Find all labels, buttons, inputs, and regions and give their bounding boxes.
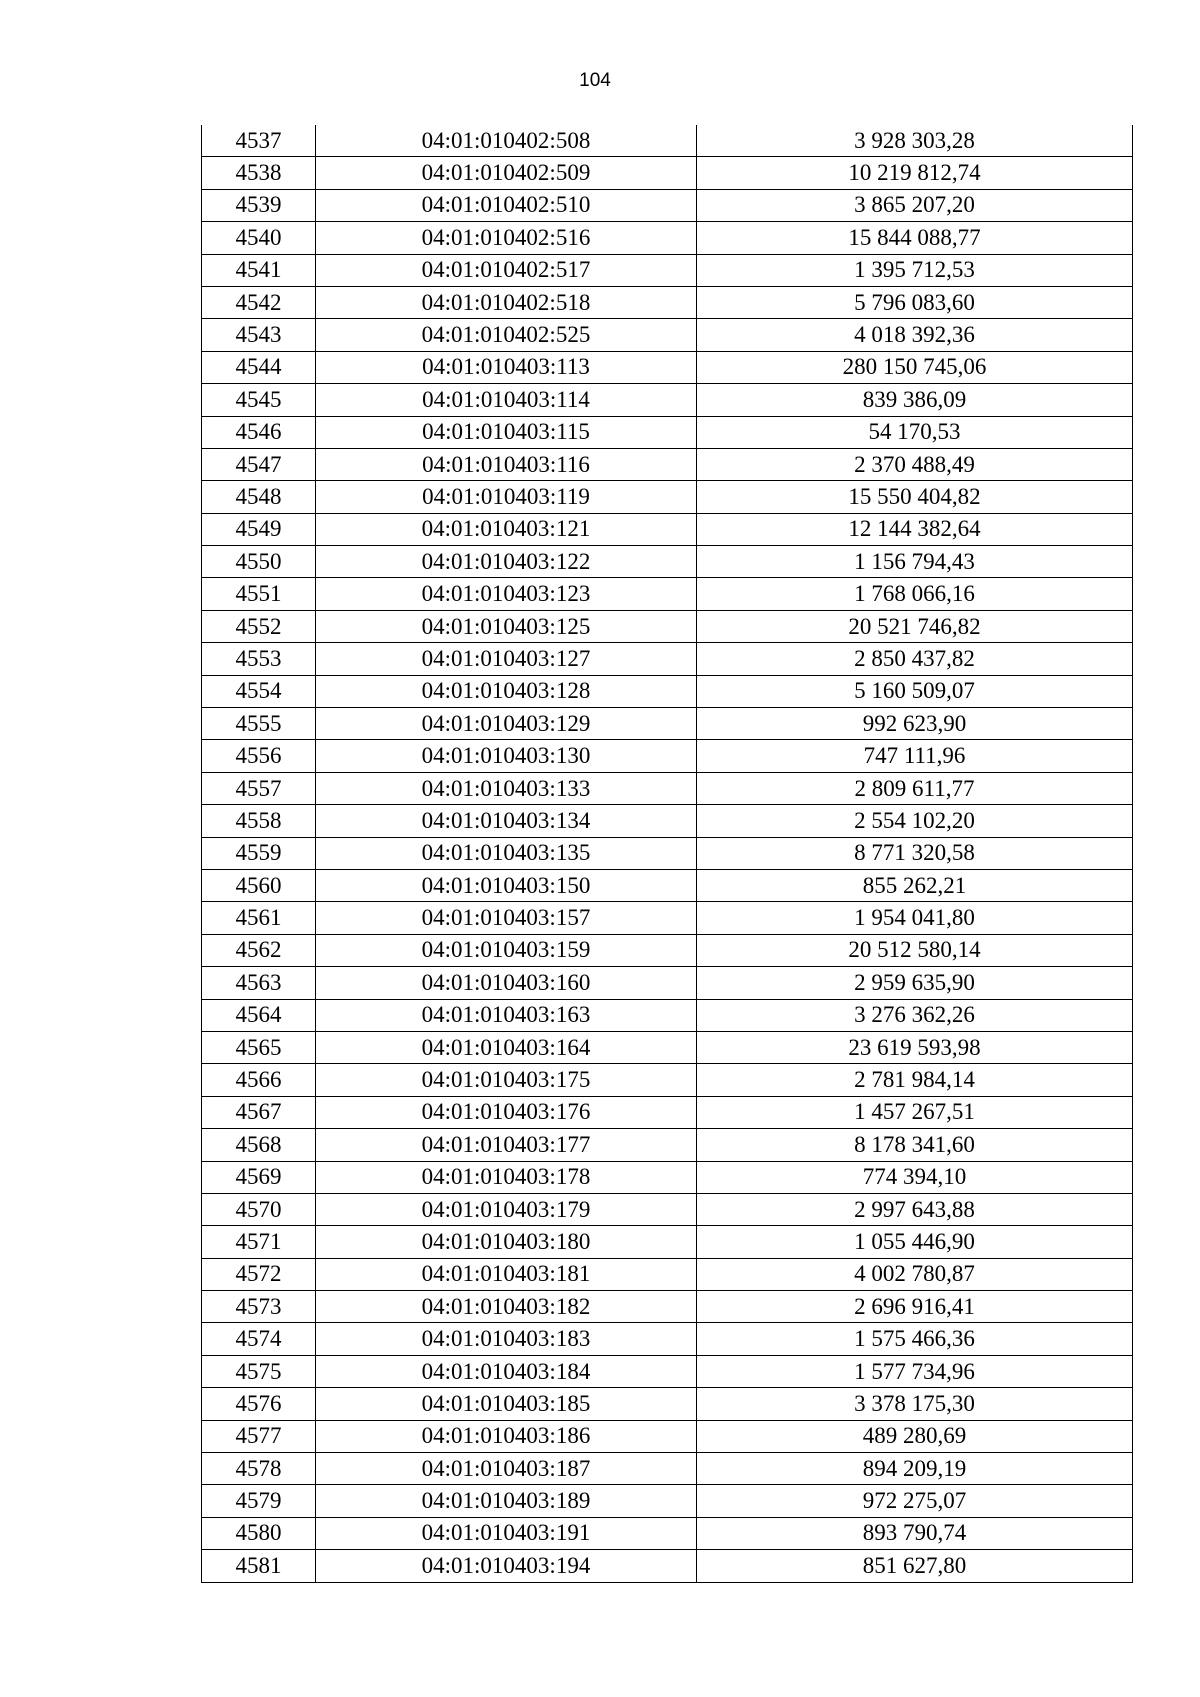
- cadastral-value-cell: 5 796 083,60: [697, 286, 1133, 318]
- row-number-cell: 4580: [202, 1517, 316, 1549]
- cadastral-number-cell: 04:01:010403:186: [316, 1420, 697, 1452]
- cadastral-number-cell: 04:01:010403:122: [316, 546, 697, 578]
- table-row: [202, 319, 1133, 351]
- table-row: [202, 1550, 1133, 1582]
- row-number-cell: 4552: [202, 610, 316, 642]
- cadastral-number-cell: 04:01:010403:129: [316, 708, 697, 740]
- cadastral-value-cell: 54 170,53: [697, 416, 1133, 448]
- row-number-cell: 4541: [202, 254, 316, 286]
- cadastral-value-cell: 851 627,80: [697, 1550, 1133, 1582]
- table-row: [202, 967, 1133, 999]
- table-row: [202, 675, 1133, 707]
- table-row: [202, 448, 1133, 480]
- row-number-cell: 4562: [202, 934, 316, 966]
- cadastral-value-cell: 2 809 611,77: [697, 772, 1133, 804]
- table-row: [202, 1485, 1133, 1517]
- cadastral-number-cell: 04:01:010403:134: [316, 805, 697, 837]
- table-row: [202, 610, 1133, 642]
- table-row: [202, 1258, 1133, 1290]
- cadastral-value-cell: 747 111,96: [697, 740, 1133, 772]
- row-number-cell: 4567: [202, 1096, 316, 1128]
- cadastral-value-cell: 4 018 392,36: [697, 319, 1133, 351]
- table-row: [202, 546, 1133, 578]
- cadastral-number-cell: 04:01:010403:123: [316, 578, 697, 610]
- table-row: [202, 999, 1133, 1031]
- row-number-cell: 4568: [202, 1129, 316, 1161]
- table-row: [202, 1031, 1133, 1063]
- row-number-cell: 4571: [202, 1226, 316, 1258]
- row-number-cell: 4572: [202, 1258, 316, 1290]
- cadastral-number-cell: 04:01:010403:164: [316, 1031, 697, 1063]
- cadastral-value-cell: 280 150 745,06: [697, 351, 1133, 383]
- table-row: [202, 772, 1133, 804]
- table-row: [202, 1226, 1133, 1258]
- table-row: [202, 1064, 1133, 1096]
- cadastral-value-cell: 1 577 734,96: [697, 1355, 1133, 1387]
- table-row: [202, 1161, 1133, 1193]
- table-row: [202, 837, 1133, 869]
- table-row: [202, 805, 1133, 837]
- cadastral-value-cell: 1 395 712,53: [697, 254, 1133, 286]
- row-number-cell: 4569: [202, 1161, 316, 1193]
- row-number-cell: 4561: [202, 902, 316, 934]
- cadastral-number-cell: 04:01:010403:181: [316, 1258, 697, 1290]
- cadastral-number-cell: 04:01:010403:121: [316, 513, 697, 545]
- table-row: [202, 740, 1133, 772]
- row-number-cell: 4577: [202, 1420, 316, 1452]
- row-number-cell: 4565: [202, 1031, 316, 1063]
- row-number-cell: 4550: [202, 546, 316, 578]
- cadastral-number-cell: 04:01:010403:127: [316, 643, 697, 675]
- cadastral-number-cell: 04:01:010402:518: [316, 286, 697, 318]
- table-row: [202, 222, 1133, 254]
- cadastral-value-cell: 2 554 102,20: [697, 805, 1133, 837]
- cadastral-value-cell: 10 219 812,74: [697, 157, 1133, 189]
- cadastral-value-cell: 1 954 041,80: [697, 902, 1133, 934]
- row-number-cell: 4545: [202, 384, 316, 416]
- table-row: [202, 1517, 1133, 1549]
- cadastral-number-cell: 04:01:010403:176: [316, 1096, 697, 1128]
- row-number-cell: 4537: [202, 125, 316, 157]
- row-number-cell: 4560: [202, 869, 316, 901]
- row-number-cell: 4573: [202, 1291, 316, 1323]
- row-number-cell: 4574: [202, 1323, 316, 1355]
- cadastral-number-cell: 04:01:010403:150: [316, 869, 697, 901]
- cadastral-value-cell: 839 386,09: [697, 384, 1133, 416]
- cadastral-number-cell: 04:01:010403:125: [316, 610, 697, 642]
- cadastral-value-cell: 1 156 794,43: [697, 546, 1133, 578]
- cadastral-value-cell: 489 280,69: [697, 1420, 1133, 1452]
- table-row: [202, 351, 1133, 383]
- cadastral-value-cell: 972 275,07: [697, 1485, 1133, 1517]
- table-row: [202, 1355, 1133, 1387]
- cadastral-number-cell: 04:01:010402:516: [316, 222, 697, 254]
- cadastral-value-cell: 992 623,90: [697, 708, 1133, 740]
- row-number-cell: 4542: [202, 286, 316, 318]
- row-number-cell: 4554: [202, 675, 316, 707]
- row-number-cell: 4539: [202, 189, 316, 221]
- row-number-cell: 4547: [202, 448, 316, 480]
- cadastral-number-cell: 04:01:010403:184: [316, 1355, 697, 1387]
- table-row: [202, 869, 1133, 901]
- cadastral-value-cell: 3 865 207,20: [697, 189, 1133, 221]
- cadastral-value-cell: 2 781 984,14: [697, 1064, 1133, 1096]
- cadastral-number-cell: 04:01:010403:163: [316, 999, 697, 1031]
- page-number: 104: [579, 70, 611, 91]
- table-row: [202, 513, 1133, 545]
- cadastral-number-cell: 04:01:010403:114: [316, 384, 697, 416]
- row-number-cell: 4540: [202, 222, 316, 254]
- cadastral-number-cell: 04:01:010403:189: [316, 1485, 697, 1517]
- cadastral-number-cell: 04:01:010403:182: [316, 1291, 697, 1323]
- cadastral-value-cell: 1 457 267,51: [697, 1096, 1133, 1128]
- table-row: [202, 643, 1133, 675]
- cadastral-value-cell: 20 512 580,14: [697, 934, 1133, 966]
- cadastral-value-cell: 5 160 509,07: [697, 675, 1133, 707]
- cadastral-number-cell: 04:01:010403:191: [316, 1517, 697, 1549]
- cadastral-value-cell: 23 619 593,98: [697, 1031, 1133, 1063]
- cadastral-number-cell: 04:01:010403:179: [316, 1193, 697, 1225]
- table-row: [202, 125, 1133, 157]
- row-number-cell: 4563: [202, 967, 316, 999]
- cadastral-value-cell: 8 178 341,60: [697, 1129, 1133, 1161]
- cadastral-value-cell: 3 276 362,26: [697, 999, 1133, 1031]
- cadastral-number-cell: 04:01:010403:115: [316, 416, 697, 448]
- cadastral-number-cell: 04:01:010402:508: [316, 125, 697, 157]
- cadastral-number-cell: 04:01:010402:525: [316, 319, 697, 351]
- cadastral-number-cell: 04:01:010403:113: [316, 351, 697, 383]
- cadastral-value-cell: 2 370 488,49: [697, 448, 1133, 480]
- cadastral-value-cell: 15 844 088,77: [697, 222, 1133, 254]
- row-number-cell: 4543: [202, 319, 316, 351]
- row-number-cell: 4548: [202, 481, 316, 513]
- row-number-cell: 4553: [202, 643, 316, 675]
- row-number-cell: 4579: [202, 1485, 316, 1517]
- row-number-cell: 4575: [202, 1355, 316, 1387]
- table-row: [202, 1096, 1133, 1128]
- row-number-cell: 4555: [202, 708, 316, 740]
- cadastral-value-cell: 3 928 303,28: [697, 125, 1133, 157]
- cadastral-value-cell: 2 959 635,90: [697, 967, 1133, 999]
- cadastral-number-cell: 04:01:010403:160: [316, 967, 697, 999]
- cadastral-number-cell: 04:01:010403:119: [316, 481, 697, 513]
- table-row: [202, 1388, 1133, 1420]
- row-number-cell: 4549: [202, 513, 316, 545]
- cadastral-number-cell: 04:01:010403:194: [316, 1550, 697, 1582]
- cadastral-value-cell: 2 696 916,41: [697, 1291, 1133, 1323]
- cadastral-value-cell: 3 378 175,30: [697, 1388, 1133, 1420]
- cadastral-value-cell: 893 790,74: [697, 1517, 1133, 1549]
- table-row: [202, 1323, 1133, 1355]
- cadastral-value-cell: 20 521 746,82: [697, 610, 1133, 642]
- cadastral-number-cell: 04:01:010403:178: [316, 1161, 697, 1193]
- table-row: [202, 384, 1133, 416]
- row-number-cell: 4570: [202, 1193, 316, 1225]
- table-row: [202, 157, 1133, 189]
- cadastral-number-cell: 04:01:010402:510: [316, 189, 697, 221]
- row-number-cell: 4551: [202, 578, 316, 610]
- cadastral-number-cell: 04:01:010403:130: [316, 740, 697, 772]
- cadastral-number-cell: 04:01:010403:135: [316, 837, 697, 869]
- cadastral-value-cell: 894 209,19: [697, 1453, 1133, 1485]
- cadastral-number-cell: 04:01:010403:133: [316, 772, 697, 804]
- cadastral-value-cell: 1 575 466,36: [697, 1323, 1133, 1355]
- cadastral-number-cell: 04:01:010403:177: [316, 1129, 697, 1161]
- cadastral-value-cell: 4 002 780,87: [697, 1258, 1133, 1290]
- row-number-cell: 4578: [202, 1453, 316, 1485]
- row-number-cell: 4546: [202, 416, 316, 448]
- table-row: [202, 1129, 1133, 1161]
- table-row: [202, 1453, 1133, 1485]
- cadastral-number-cell: 04:01:010403:157: [316, 902, 697, 934]
- cadastral-value-cell: 855 262,21: [697, 869, 1133, 901]
- table-row: [202, 708, 1133, 740]
- table-row: [202, 1291, 1133, 1323]
- table-body: [202, 125, 1133, 1582]
- table-row: [202, 1193, 1133, 1225]
- table-row: [202, 286, 1133, 318]
- cadastral-number-cell: 04:01:010403:159: [316, 934, 697, 966]
- table-row: [202, 416, 1133, 448]
- cadastral-number-cell: 04:01:010403:185: [316, 1388, 697, 1420]
- table-row: [202, 934, 1133, 966]
- cadastral-number-cell: 04:01:010402:517: [316, 254, 697, 286]
- cadastral-number-cell: 04:01:010403:128: [316, 675, 697, 707]
- row-number-cell: 4538: [202, 157, 316, 189]
- row-number-cell: 4581: [202, 1550, 316, 1582]
- row-number-cell: 4556: [202, 740, 316, 772]
- table-row: [202, 902, 1133, 934]
- cadastral-value-cell: 774 394,10: [697, 1161, 1133, 1193]
- cadastral-value-cell: 8 771 320,58: [697, 837, 1133, 869]
- table-row: [202, 1420, 1133, 1452]
- cadastral-number-cell: 04:01:010403:183: [316, 1323, 697, 1355]
- cadastral-value-cell: 2 997 643,88: [697, 1193, 1133, 1225]
- cadastral-value-table: [201, 125, 1133, 1583]
- cadastral-number-cell: 04:01:010403:116: [316, 448, 697, 480]
- cadastral-value-cell: 15 550 404,82: [697, 481, 1133, 513]
- cadastral-number-cell: 04:01:010403:187: [316, 1453, 697, 1485]
- row-number-cell: 4544: [202, 351, 316, 383]
- cadastral-value-cell: 2 850 437,82: [697, 643, 1133, 675]
- cadastral-number-cell: 04:01:010403:175: [316, 1064, 697, 1096]
- row-number-cell: 4566: [202, 1064, 316, 1096]
- cadastral-value-cell: 1 055 446,90: [697, 1226, 1133, 1258]
- table-row: [202, 481, 1133, 513]
- cadastral-value-cell: 1 768 066,16: [697, 578, 1133, 610]
- cadastral-number-cell: 04:01:010403:180: [316, 1226, 697, 1258]
- row-number-cell: 4558: [202, 805, 316, 837]
- table-row: [202, 189, 1133, 221]
- cadastral-number-cell: 04:01:010402:509: [316, 157, 697, 189]
- row-number-cell: 4559: [202, 837, 316, 869]
- row-number-cell: 4576: [202, 1388, 316, 1420]
- row-number-cell: 4557: [202, 772, 316, 804]
- row-number-cell: 4564: [202, 999, 316, 1031]
- cadastral-value-cell: 12 144 382,64: [697, 513, 1133, 545]
- table-row: [202, 254, 1133, 286]
- table-row: [202, 578, 1133, 610]
